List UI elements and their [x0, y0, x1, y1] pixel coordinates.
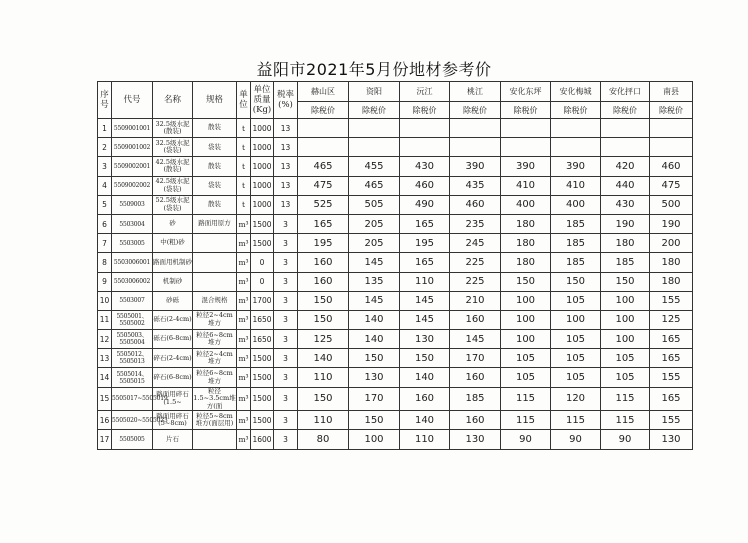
row-price: 160: [400, 387, 450, 411]
row-price: 120: [551, 387, 601, 411]
row-price: 195: [298, 234, 349, 253]
row-price: 150: [601, 272, 650, 291]
row-seq: 4: [98, 176, 112, 195]
row-weight: 1500: [251, 387, 274, 411]
row-price: 180: [501, 214, 551, 233]
row-unit: t: [237, 176, 251, 195]
row-code: 5509001001: [112, 119, 153, 138]
row-price: 105: [551, 330, 601, 349]
row-code: 5505005: [112, 430, 153, 449]
row-price: 390: [450, 157, 501, 176]
row-code: 5509003: [112, 195, 153, 214]
row-price: 160: [298, 272, 349, 291]
row-price: 100: [349, 430, 400, 449]
row-price: 110: [298, 411, 349, 430]
row-price: 115: [601, 411, 650, 430]
row-price: 460: [450, 195, 501, 214]
row-price: 170: [349, 387, 400, 411]
row-price: 165: [400, 253, 450, 272]
row-spec: 散装: [193, 157, 237, 176]
subheader-label: 除税价: [400, 102, 450, 119]
header-weight: 单位质量(Kg): [251, 82, 274, 119]
row-price: 130: [650, 430, 693, 449]
row-price: 185: [551, 253, 601, 272]
row-price: 430: [400, 157, 450, 176]
row-price: 90: [601, 430, 650, 449]
row-price: 150: [298, 291, 349, 310]
row-name: 砂砾: [153, 291, 193, 310]
row-seq: 2: [98, 138, 112, 157]
row-unit: m³: [237, 430, 251, 449]
table-row: [98, 157, 693, 176]
row-name: 42.5级水泥(袋装): [153, 176, 193, 195]
row-price: 100: [501, 330, 551, 349]
row-name: 32.5级水泥(袋装): [153, 138, 193, 157]
row-code: 5503006001: [112, 253, 153, 272]
row-price: 140: [400, 368, 450, 387]
row-price: 100: [601, 330, 650, 349]
row-seq: 13: [98, 349, 112, 368]
row-price: 145: [400, 310, 450, 329]
row-weight: 1500: [251, 214, 274, 233]
row-tax: 3: [274, 430, 298, 449]
row-price: 455: [349, 157, 400, 176]
row-price: 150: [298, 387, 349, 411]
row-price: 105: [551, 291, 601, 310]
header-spec: 规格: [193, 82, 237, 119]
row-name: 42.5级水泥(散装): [153, 157, 193, 176]
row-price: 100: [601, 291, 650, 310]
row-price: [501, 138, 551, 157]
row-unit: m³: [237, 234, 251, 253]
row-spec: 散装: [193, 195, 237, 214]
row-code: 5505012、5505013: [112, 349, 153, 368]
header-region-nanxian: 南县: [650, 82, 693, 102]
row-seq: 14: [98, 368, 112, 387]
table-row: [98, 176, 693, 195]
row-price: 160: [450, 411, 501, 430]
row-price: 155: [650, 291, 693, 310]
row-price: [400, 119, 450, 138]
row-price: 190: [601, 214, 650, 233]
row-price: 465: [349, 176, 400, 195]
table-row: [98, 253, 693, 272]
row-seq: 7: [98, 234, 112, 253]
row-price: 90: [551, 430, 601, 449]
row-price: 150: [400, 349, 450, 368]
row-price: 115: [601, 387, 650, 411]
row-seq: 5: [98, 195, 112, 214]
row-price: 390: [551, 157, 601, 176]
row-tax: 13: [274, 138, 298, 157]
header-region-anhua-dongping: 安化东坪: [501, 82, 551, 102]
row-seq: 15: [98, 387, 112, 411]
row-spec: [193, 253, 237, 272]
row-code: 5509002002: [112, 176, 153, 195]
row-tax: 13: [274, 157, 298, 176]
row-price: [349, 138, 400, 157]
row-price: 170: [450, 349, 501, 368]
row-tax: 3: [274, 253, 298, 272]
row-price: 160: [450, 368, 501, 387]
row-price: 155: [650, 368, 693, 387]
row-weight: 1000: [251, 119, 274, 138]
row-price: 420: [601, 157, 650, 176]
row-unit: m³: [237, 387, 251, 411]
row-price: 155: [650, 411, 693, 430]
row-spec: 粒径6~8cm堆方: [193, 330, 237, 349]
row-name: 32.5级水泥(散装): [153, 119, 193, 138]
row-code: 5503006002: [112, 272, 153, 291]
row-seq: 8: [98, 253, 112, 272]
row-price: [400, 138, 450, 157]
row-price: 115: [501, 411, 551, 430]
row-code: 5505001、5505002: [112, 310, 153, 329]
row-unit: m³: [237, 214, 251, 233]
row-name: 路面用机制砂: [153, 253, 193, 272]
header-seq: 序号: [98, 82, 112, 119]
row-price: 165: [650, 387, 693, 411]
row-spec: 袋装: [193, 138, 237, 157]
row-price: 140: [298, 349, 349, 368]
row-price: 130: [400, 330, 450, 349]
row-spec: 粒径5~8cm堆方(面层用): [193, 411, 237, 430]
row-name: 砾石(2-4cm): [153, 310, 193, 329]
row-tax: 3: [274, 214, 298, 233]
row-spec: 袋装: [193, 176, 237, 195]
row-price: 130: [349, 368, 400, 387]
row-price: 130: [450, 430, 501, 449]
row-weight: 1000: [251, 138, 274, 157]
row-code: 5505020~5505023: [112, 411, 153, 430]
table-row: [98, 368, 693, 387]
row-price: [650, 119, 693, 138]
row-name: 碎石(2-4cm): [153, 349, 193, 368]
row-spec: 路面用原方: [193, 214, 237, 233]
row-price: 390: [501, 157, 551, 176]
row-price: 150: [349, 349, 400, 368]
row-price: [298, 138, 349, 157]
table-row: [98, 291, 693, 310]
row-price: 185: [551, 234, 601, 253]
row-price: 80: [298, 430, 349, 449]
row-price: 180: [650, 253, 693, 272]
row-price: 160: [450, 310, 501, 329]
header-region-anhua-meicheng: 安化梅城: [551, 82, 601, 102]
row-unit: m³: [237, 291, 251, 310]
row-price: 235: [450, 214, 501, 233]
row-price: 500: [650, 195, 693, 214]
row-price: 145: [400, 291, 450, 310]
subheader-label: 除税价: [450, 102, 501, 119]
subheader-label: 除税价: [650, 102, 693, 119]
row-price: 100: [551, 310, 601, 329]
row-code: 5505014、5505015: [112, 368, 153, 387]
row-tax: 13: [274, 119, 298, 138]
row-price: 180: [650, 272, 693, 291]
row-price: [501, 119, 551, 138]
row-price: [601, 119, 650, 138]
row-weight: 0: [251, 272, 274, 291]
row-weight: 1650: [251, 310, 274, 329]
row-price: 460: [400, 176, 450, 195]
row-seq: 11: [98, 310, 112, 329]
row-unit: t: [237, 157, 251, 176]
row-price: [450, 119, 501, 138]
row-code: 5503005: [112, 234, 153, 253]
row-tax: 3: [274, 310, 298, 329]
table-row: [98, 330, 693, 349]
row-code: 5505017~5505019: [112, 387, 153, 411]
row-unit: m³: [237, 310, 251, 329]
price-table: [97, 81, 693, 450]
row-code: 5509002001: [112, 157, 153, 176]
row-price: 435: [450, 176, 501, 195]
row-seq: 1: [98, 119, 112, 138]
row-unit: t: [237, 119, 251, 138]
subheader-label: 除税价: [601, 102, 650, 119]
row-unit: m³: [237, 272, 251, 291]
row-code: 5503004: [112, 214, 153, 233]
subheader-label: 除税价: [349, 102, 400, 119]
row-unit: m³: [237, 411, 251, 430]
row-spec: [193, 272, 237, 291]
row-weight: 1000: [251, 195, 274, 214]
header-region-taojiang: 桃江: [450, 82, 501, 102]
row-tax: 3: [274, 234, 298, 253]
row-name: 路面用碎石(1.5~: [153, 387, 193, 411]
row-price: 115: [551, 411, 601, 430]
row-price: 185: [450, 387, 501, 411]
row-weight: 1650: [251, 330, 274, 349]
header-region-heshan: 赫山区: [298, 82, 349, 102]
table-row: [98, 310, 693, 329]
row-price: 100: [501, 291, 551, 310]
table-row: [98, 430, 693, 449]
row-price: 105: [551, 349, 601, 368]
row-tax: 3: [274, 349, 298, 368]
row-price: [349, 119, 400, 138]
row-price: [601, 138, 650, 157]
row-name: 路面用碎石(5~8cm): [153, 411, 193, 430]
row-price: 400: [501, 195, 551, 214]
row-price: 490: [400, 195, 450, 214]
header-tax: 税率(%): [274, 82, 298, 119]
table-row: [98, 349, 693, 368]
row-tax: 3: [274, 272, 298, 291]
row-price: 475: [298, 176, 349, 195]
row-price: 125: [298, 330, 349, 349]
row-price: 410: [551, 176, 601, 195]
row-price: 140: [349, 330, 400, 349]
row-weight: 1000: [251, 157, 274, 176]
row-price: 465: [298, 157, 349, 176]
row-price: 205: [349, 214, 400, 233]
row-seq: 9: [98, 272, 112, 291]
table-row: [98, 234, 693, 253]
row-weight: 1500: [251, 411, 274, 430]
row-price: 505: [349, 195, 400, 214]
header-code: 代号: [112, 82, 153, 119]
row-weight: 0: [251, 253, 274, 272]
row-spec: 混合规格: [193, 291, 237, 310]
row-spec: [193, 234, 237, 253]
row-tax: 3: [274, 387, 298, 411]
row-price: 205: [349, 234, 400, 253]
row-weight: 1000: [251, 176, 274, 195]
row-price: 110: [298, 368, 349, 387]
row-price: 225: [450, 253, 501, 272]
row-tax: 3: [274, 368, 298, 387]
row-unit: m³: [237, 253, 251, 272]
row-spec: 粒径6~8cm堆方: [193, 368, 237, 387]
row-price: 165: [400, 214, 450, 233]
row-price: 105: [501, 349, 551, 368]
row-weight: 1600: [251, 430, 274, 449]
row-price: [650, 138, 693, 157]
row-seq: 12: [98, 330, 112, 349]
table-row: [98, 272, 693, 291]
row-price: 525: [298, 195, 349, 214]
row-unit: m³: [237, 330, 251, 349]
subheader-label: 除税价: [551, 102, 601, 119]
row-tax: 13: [274, 195, 298, 214]
row-seq: 10: [98, 291, 112, 310]
row-price: 225: [450, 272, 501, 291]
row-name: 机制砂: [153, 272, 193, 291]
row-spec: [193, 430, 237, 449]
table-row: [98, 195, 693, 214]
header-name: 名称: [153, 82, 193, 119]
row-spec: 粒径2~4cm堆方: [193, 310, 237, 329]
row-price: 105: [601, 349, 650, 368]
row-price: [551, 138, 601, 157]
row-seq: 6: [98, 214, 112, 233]
row-seq: 16: [98, 411, 112, 430]
row-weight: 1500: [251, 368, 274, 387]
table-body: [98, 119, 693, 450]
row-weight: 1700: [251, 291, 274, 310]
row-price: 440: [601, 176, 650, 195]
row-price: 460: [650, 157, 693, 176]
row-price: 190: [650, 214, 693, 233]
row-price: 125: [650, 310, 693, 329]
row-spec: 粒径1.5~3.5cm堆方(面: [193, 386, 236, 410]
table-row: [98, 119, 693, 138]
row-price: 165: [298, 214, 349, 233]
row-price: 410: [501, 176, 551, 195]
row-price: 145: [450, 330, 501, 349]
row-tax: 3: [274, 411, 298, 430]
header-region-yuanjiang: 沅江: [400, 82, 450, 102]
row-tax: 13: [274, 176, 298, 195]
row-tax: 3: [274, 330, 298, 349]
row-price: 185: [551, 214, 601, 233]
row-price: 150: [298, 310, 349, 329]
row-price: 110: [400, 430, 450, 449]
row-price: 105: [601, 368, 650, 387]
row-price: [450, 138, 501, 157]
row-price: 145: [349, 253, 400, 272]
row-price: 100: [601, 310, 650, 329]
table-row: [98, 138, 693, 157]
row-price: 100: [501, 310, 551, 329]
row-unit: m³: [237, 349, 251, 368]
table-row: [98, 214, 693, 233]
row-code: 5503007: [112, 291, 153, 310]
row-name: 片石: [153, 430, 193, 449]
row-name: 碎石(6-8cm): [153, 368, 193, 387]
table-row: [98, 411, 693, 430]
header-region-ziyang: 资阳: [349, 82, 400, 102]
row-price: [551, 119, 601, 138]
row-unit: t: [237, 138, 251, 157]
row-price: 105: [501, 368, 551, 387]
row-price: 110: [400, 272, 450, 291]
row-spec: 粒径2~4cm堆方: [193, 349, 237, 368]
header-unit: 单位: [237, 82, 251, 119]
row-price: 150: [349, 411, 400, 430]
row-price: 180: [501, 253, 551, 272]
row-tax: 3: [274, 291, 298, 310]
row-code: 5509001002: [112, 138, 153, 157]
row-price: 150: [551, 272, 601, 291]
row-spec: 散装: [193, 119, 237, 138]
row-weight: 1500: [251, 234, 274, 253]
row-price: 105: [551, 368, 601, 387]
row-price: 210: [450, 291, 501, 310]
row-unit: t: [237, 195, 251, 214]
row-price: 200: [650, 234, 693, 253]
row-price: 165: [650, 349, 693, 368]
row-name: 52.5级水泥(袋装): [153, 195, 193, 214]
row-price: 140: [400, 411, 450, 430]
subheader-label: 除税价: [501, 102, 551, 119]
row-seq: 3: [98, 157, 112, 176]
row-name: 砂: [153, 214, 193, 233]
row-price: 145: [349, 291, 400, 310]
row-price: 430: [601, 195, 650, 214]
row-price: 165: [650, 330, 693, 349]
row-code: 5505003、5505004: [112, 330, 153, 349]
row-price: 195: [400, 234, 450, 253]
row-price: 90: [501, 430, 551, 449]
row-price: 245: [450, 234, 501, 253]
row-price: 475: [650, 176, 693, 195]
row-price: 140: [349, 310, 400, 329]
row-price: 150: [501, 272, 551, 291]
row-name: 砾石(6-8cm): [153, 330, 193, 349]
row-price: 115: [501, 387, 551, 411]
page-title: 益阳市2021年5月份地材参考价: [256, 60, 492, 79]
subheader-label: 除税价: [298, 102, 349, 119]
row-price: 400: [551, 195, 601, 214]
row-price: [298, 119, 349, 138]
row-price: 180: [601, 234, 650, 253]
row-price: 180: [501, 234, 551, 253]
row-weight: 1500: [251, 349, 274, 368]
row-price: 135: [349, 272, 400, 291]
row-unit: m³: [237, 368, 251, 387]
table-row: [98, 387, 693, 411]
header-region-anhua-pingkou: 安化抨口: [601, 82, 650, 102]
row-price: 160: [298, 253, 349, 272]
row-price: 185: [601, 253, 650, 272]
row-name: 中(粗)砂: [153, 234, 193, 253]
header-row: [98, 82, 693, 102]
row-seq: 17: [98, 430, 112, 449]
